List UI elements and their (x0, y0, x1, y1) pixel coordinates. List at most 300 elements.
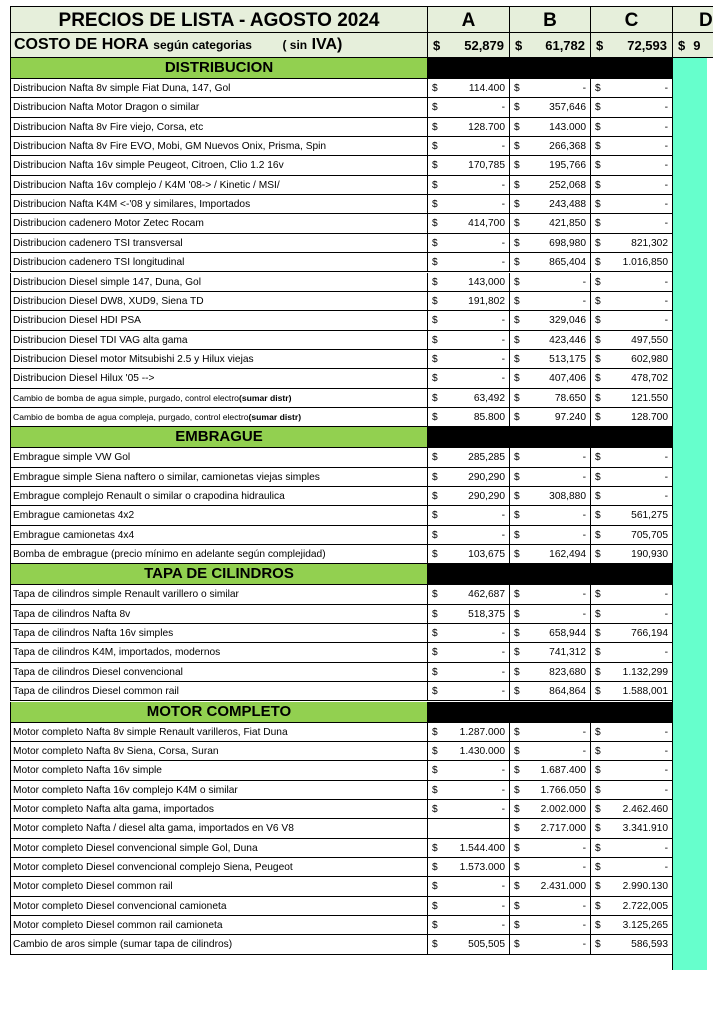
price-value: - (582, 900, 586, 912)
currency-sign: $ (514, 257, 520, 269)
price-value: - (582, 589, 586, 601)
price-col-b (510, 916, 591, 935)
currency-sign: $ (514, 529, 520, 541)
price-col-b (510, 176, 591, 195)
price-col-b (510, 526, 591, 545)
price-col-c (591, 682, 673, 701)
description-text: Distribucion Nafta 8v Fire EVO, Mobi, GM Nuevos Onix, Prisma, Spin (13, 141, 327, 153)
currency-sign: $ (514, 353, 520, 365)
description-text: Distribucion Nafta 16v simple Peugeot, Citroen, Clio 1.2 16v (13, 160, 284, 172)
row-description (10, 448, 428, 467)
price-value: - (501, 141, 505, 153)
price-value: 3.341.910 (622, 823, 668, 835)
price-value: 128.700 (468, 121, 505, 133)
description-text: Tapa de cilindros simple Renault varillero o similar (13, 589, 239, 601)
currency-sign: $ (514, 765, 520, 777)
rate-note-prefix: ( sin (282, 38, 308, 52)
price-value: 143,000 (468, 276, 505, 288)
price-value: - (501, 179, 505, 191)
currency-sign: $ (432, 803, 438, 815)
price-col-a (428, 819, 510, 838)
table-row (10, 526, 673, 545)
row-description (10, 214, 428, 233)
price-col-c (591, 663, 673, 682)
currency-sign: $ (595, 373, 601, 385)
currency-sign: $ (514, 842, 520, 854)
row-description (10, 819, 428, 838)
currency-sign: $ (514, 608, 520, 620)
price-col-c (591, 585, 673, 604)
currency-sign: $ (432, 784, 438, 796)
price-value: 243,488 (549, 199, 586, 211)
currency-sign: $ (595, 471, 601, 483)
price-col-a (428, 389, 510, 408)
description-text: Embrague camionetas 4x4 (13, 529, 135, 541)
currency-sign: $ (595, 939, 601, 951)
price-col-b (510, 214, 591, 233)
price-col-c (591, 234, 673, 253)
price-col-c (591, 292, 673, 311)
price-value: - (664, 102, 668, 114)
currency-sign: $ (432, 881, 438, 893)
currency-sign: $ (595, 765, 601, 777)
currency-sign: $ (432, 491, 438, 502)
price-col-b (510, 137, 591, 156)
price-value: - (501, 765, 505, 777)
currency-sign: $ (595, 784, 601, 796)
row-description (10, 605, 428, 624)
price-col-a (428, 98, 510, 117)
currency-sign: $ (595, 510, 601, 522)
price-value: - (664, 745, 668, 757)
rate-sub: según categorias (153, 38, 252, 52)
price-value: 865,404 (549, 257, 586, 269)
price-col-a (428, 468, 510, 487)
row-description (10, 98, 428, 117)
table-row (10, 98, 673, 117)
currency-sign: $ (432, 141, 438, 153)
row-description (10, 897, 428, 916)
row-description (10, 585, 428, 604)
currency-sign: $ (514, 861, 520, 873)
price-value: 128.700 (631, 411, 668, 423)
price-value: 407,406 (549, 373, 586, 385)
section-title: DISTRIBUCION (10, 58, 428, 79)
currency-sign: $ (595, 353, 601, 365)
rate-label: COSTO DE HORA (14, 36, 149, 53)
currency-sign: $ (432, 510, 438, 522)
price-col-c (591, 350, 673, 369)
price-col-b (510, 935, 591, 954)
col-d-header: D (673, 6, 713, 33)
price-value: - (501, 920, 505, 931)
price-value: - (501, 628, 505, 640)
price-col-a (428, 331, 510, 350)
currency-sign: $ (514, 510, 520, 522)
description-text: Motor completo Nafta 8v simple Renault varilleros, Fiat Duna (13, 726, 288, 738)
price-value: - (664, 141, 668, 153)
currency-sign: $ (595, 276, 601, 288)
currency-sign: $ (595, 295, 601, 307)
price-value: - (664, 842, 668, 854)
price-col-c (591, 156, 673, 175)
price-value: - (501, 647, 505, 659)
currency-sign: $ (595, 257, 601, 269)
currency-sign: $ (514, 939, 520, 951)
price-col-b (510, 408, 591, 427)
price-col-b (510, 234, 591, 253)
price-value: 195,766 (549, 160, 586, 172)
table-row (10, 408, 673, 427)
price-value: - (501, 315, 505, 327)
price-value: 3.125,265 (622, 920, 668, 931)
price-col-b (510, 800, 591, 819)
price-value: - (664, 295, 668, 307)
price-value: - (582, 529, 586, 541)
currency-sign: $ (595, 628, 601, 640)
description-text: Cambio de bomba de agua compleja, purgado, control electro (13, 411, 249, 422)
table-row (10, 214, 673, 233)
section-header-row (10, 58, 673, 79)
price-col-a (428, 839, 510, 858)
table-row (10, 742, 673, 761)
currency-sign: $ (514, 373, 520, 385)
price-col-b (510, 369, 591, 388)
row-description (10, 331, 428, 350)
price-col-a (428, 176, 510, 195)
description-text: Motor completo Diesel convencional simple Gol, Duna (13, 842, 258, 854)
description-text: Motor completo Nafta / diesel alta gama, importados en V6 V8 (13, 823, 294, 835)
table-row (10, 79, 673, 98)
price-value: 290,290 (468, 471, 505, 483)
currency-sign: $ (514, 199, 520, 211)
description-text: Distribucion Nafta Motor Dragon o similar (13, 102, 200, 114)
currency-sign: $ (595, 141, 601, 153)
price-col-a (428, 273, 510, 292)
price-value: 191,802 (468, 295, 505, 307)
page-title: PRECIOS DE LISTA - AGOSTO 2024 (10, 6, 428, 33)
price-col-b (510, 605, 591, 624)
table-row (10, 273, 673, 292)
price-col-b (510, 663, 591, 682)
price-value: 1.766.050 (540, 784, 586, 796)
price-col-c (591, 858, 673, 877)
price-value: 190,930 (631, 549, 668, 561)
price-col-c (591, 389, 673, 408)
currency-sign: $ (514, 83, 520, 94)
currency-sign: $ (514, 823, 520, 835)
table-row (10, 781, 673, 800)
price-value: - (582, 608, 586, 620)
price-value: 114.400 (468, 83, 505, 94)
table-row (10, 350, 673, 369)
row-description (10, 545, 428, 564)
currency-sign: $ (595, 726, 601, 738)
price-value: 2.002.000 (540, 803, 586, 815)
currency-sign: $ (595, 608, 601, 620)
price-value: - (501, 784, 505, 796)
price-col-b (510, 156, 591, 175)
price-value: 518,375 (468, 608, 505, 620)
price-col-b (510, 448, 591, 467)
price-col-b (510, 624, 591, 643)
price-value: 357,646 (549, 102, 586, 114)
price-value: - (582, 83, 586, 94)
currency-sign: $ (514, 334, 520, 346)
price-col-a (428, 506, 510, 525)
table-row (10, 506, 673, 525)
price-col-b (510, 545, 591, 564)
description-text: Distribucion cadenero Motor Zetec Rocam (13, 218, 204, 230)
description-text: Motor completo Nafta 16v complejo K4M o similar (13, 784, 238, 796)
price-value: - (664, 589, 668, 601)
currency-sign: $ (432, 199, 438, 211)
price-value: - (664, 471, 668, 483)
table-row (10, 195, 673, 214)
currency-sign: $ (432, 549, 438, 561)
row-description (10, 408, 428, 427)
row-description (10, 526, 428, 545)
description-text: Motor completo Diesel convencional complejo Siena, Peugeot (13, 861, 293, 873)
price-value: - (582, 745, 586, 757)
currency-sign: $ (432, 647, 438, 659)
table-row (10, 819, 673, 838)
section-black-band (428, 702, 673, 723)
table-row (10, 389, 673, 408)
price-col-b (510, 331, 591, 350)
price-value: 423,446 (549, 334, 586, 346)
price-col-b (510, 253, 591, 272)
currency-sign: $ (514, 745, 520, 757)
price-col-c (591, 408, 673, 427)
price-col-b (510, 311, 591, 330)
price-col-c (591, 369, 673, 388)
currency-sign: $ (595, 179, 601, 191)
price-value: - (664, 218, 668, 230)
price-col-c (591, 897, 673, 916)
price-col-c (591, 916, 673, 935)
price-col-a (428, 935, 510, 954)
price-value: - (501, 334, 505, 346)
price-col-b (510, 742, 591, 761)
currency-sign: $ (595, 452, 601, 464)
column-d-fill (673, 53, 707, 970)
price-col-a (428, 79, 510, 98)
price-col-a (428, 311, 510, 330)
table-row (10, 487, 673, 506)
table-row (10, 858, 673, 877)
price-value: 85.800 (473, 411, 505, 423)
row-description (10, 234, 428, 253)
price-value: - (664, 315, 668, 327)
currency-sign: $ (432, 765, 438, 777)
row-description (10, 369, 428, 388)
price-col-a (428, 624, 510, 643)
price-value: 1.687.400 (540, 765, 586, 777)
price-value: - (664, 121, 668, 133)
price-col-c (591, 487, 673, 506)
price-value: - (664, 199, 668, 211)
price-value: 2.717.000 (540, 823, 586, 835)
price-col-c (591, 877, 673, 896)
currency-sign: $ (514, 666, 520, 678)
price-col-a (428, 545, 510, 564)
price-col-b (510, 781, 591, 800)
price-value: - (501, 529, 505, 541)
price-value: - (664, 179, 668, 191)
description-text: Motor completo Nafta alta gama, importados (13, 803, 215, 815)
description-text: Embrague camionetas 4x2 (13, 510, 135, 522)
currency-sign: $ (514, 315, 520, 327)
description-text: Embrague simple Siena naftero o similar, camionetas viejas simples (13, 471, 320, 483)
table-row (10, 137, 673, 156)
description-text: Embrague simple VW Gol (13, 452, 131, 464)
section-black-band (428, 427, 673, 448)
description-text: Distribucion Diesel TDI VAG alta gama (13, 334, 188, 346)
price-col-b (510, 761, 591, 780)
row-description (10, 273, 428, 292)
price-value: 864,864 (549, 686, 586, 698)
price-col-a (428, 723, 510, 742)
price-col-b (510, 389, 591, 408)
currency-sign: $ (432, 686, 438, 698)
rate-a: $ 52,879 (428, 33, 510, 58)
currency-sign: $ (432, 666, 438, 678)
row-description (10, 643, 428, 662)
price-col-a (428, 897, 510, 916)
rate-d: $ 9 (673, 33, 713, 58)
price-value: - (664, 726, 668, 738)
currency-sign: $ (595, 920, 601, 931)
price-value: 2.722,005 (622, 900, 668, 912)
table-row (10, 176, 673, 195)
currency-sign: $ (432, 471, 438, 483)
price-col-a (428, 682, 510, 701)
price-col-b (510, 273, 591, 292)
row-description (10, 506, 428, 525)
row-description (10, 468, 428, 487)
currency-sign: $ (432, 237, 438, 249)
price-col-c (591, 839, 673, 858)
currency-sign: $ (514, 549, 520, 561)
price-value: 414,700 (468, 218, 505, 230)
price-value: 2.462.460 (622, 803, 668, 815)
currency-sign: $ (514, 392, 520, 404)
table-row (10, 234, 673, 253)
price-value: 505,505 (468, 939, 505, 951)
price-value: - (501, 199, 505, 211)
section-title: EMBRAGUE (10, 427, 428, 448)
price-col-b (510, 468, 591, 487)
price-value: 561,275 (631, 510, 668, 522)
currency-sign: $ (595, 745, 601, 757)
price-col-a (428, 234, 510, 253)
row-description (10, 858, 428, 877)
price-value: 658,944 (549, 628, 586, 640)
currency-sign: $ (595, 411, 601, 423)
table-row (10, 663, 673, 682)
price-value: 602,980 (631, 353, 668, 365)
description-text: Motor completo Diesel common rail camioneta (13, 920, 223, 931)
table-row (10, 448, 673, 467)
table-row (10, 156, 673, 175)
price-value: 308,880 (549, 491, 586, 502)
price-value: - (582, 842, 586, 854)
row-description (10, 839, 428, 858)
price-value: 513,175 (549, 353, 586, 365)
currency-sign: $ (595, 160, 601, 172)
currency-sign: $ (432, 160, 438, 172)
table-row (10, 311, 673, 330)
table-row (10, 761, 673, 780)
price-col-b (510, 877, 591, 896)
currency-sign: $ (595, 334, 601, 346)
description-text: Distribucion Nafta K4M <-'08 y similares, Importados (13, 199, 251, 211)
price-value: 586,593 (631, 939, 668, 951)
price-value: - (664, 765, 668, 777)
currency-sign: $ (432, 939, 438, 951)
description-text: Cambio de aros simple (sumar tapa de cilindros) (13, 939, 233, 951)
currency-sign: $ (514, 102, 520, 114)
price-value: 497,550 (631, 334, 668, 346)
currency-sign: $ (432, 353, 438, 365)
currency-sign: $ (432, 121, 438, 133)
currency-sign: $ (514, 491, 520, 502)
price-col-b (510, 195, 591, 214)
table-row (10, 839, 673, 858)
row-description (10, 292, 428, 311)
price-value: 121.550 (631, 392, 668, 404)
currency-sign: $ (432, 920, 438, 931)
currency-sign: $ (432, 628, 438, 640)
price-value: 103,675 (468, 549, 505, 561)
section-title: TAPA DE CILINDROS (10, 564, 428, 585)
currency-sign: $ (514, 411, 520, 423)
description-text: Distribucion Diesel Hilux '05 --> (13, 373, 155, 385)
currency-sign: $ (432, 276, 438, 288)
row-description (10, 781, 428, 800)
price-col-a (428, 800, 510, 819)
price-col-a (428, 877, 510, 896)
price-value: 252,068 (549, 179, 586, 191)
price-value: 97.240 (554, 411, 586, 423)
price-col-c (591, 98, 673, 117)
row-description (10, 723, 428, 742)
currency-sign: $ (432, 900, 438, 912)
price-value: - (501, 257, 505, 269)
currency-sign: $ (595, 900, 601, 912)
col-a-header: A (428, 6, 510, 33)
currency-sign: $ (514, 452, 520, 464)
price-col-c (591, 800, 673, 819)
currency-sign: $ (595, 529, 601, 541)
price-value: 162,494 (549, 549, 586, 561)
price-value: - (501, 803, 505, 815)
price-value: - (582, 276, 586, 288)
currency-sign: $ (514, 686, 520, 698)
currency-sign: $ (514, 471, 520, 483)
currency-sign: $ (432, 745, 438, 757)
table-row (10, 292, 673, 311)
price-value: 1.573.000 (459, 861, 505, 873)
price-col-c (591, 624, 673, 643)
title-row (10, 6, 713, 33)
price-value: 478,702 (631, 373, 668, 385)
currency-sign: $ (432, 295, 438, 307)
price-value: 285,285 (468, 452, 505, 464)
price-col-a (428, 761, 510, 780)
currency-sign: $ (432, 842, 438, 854)
